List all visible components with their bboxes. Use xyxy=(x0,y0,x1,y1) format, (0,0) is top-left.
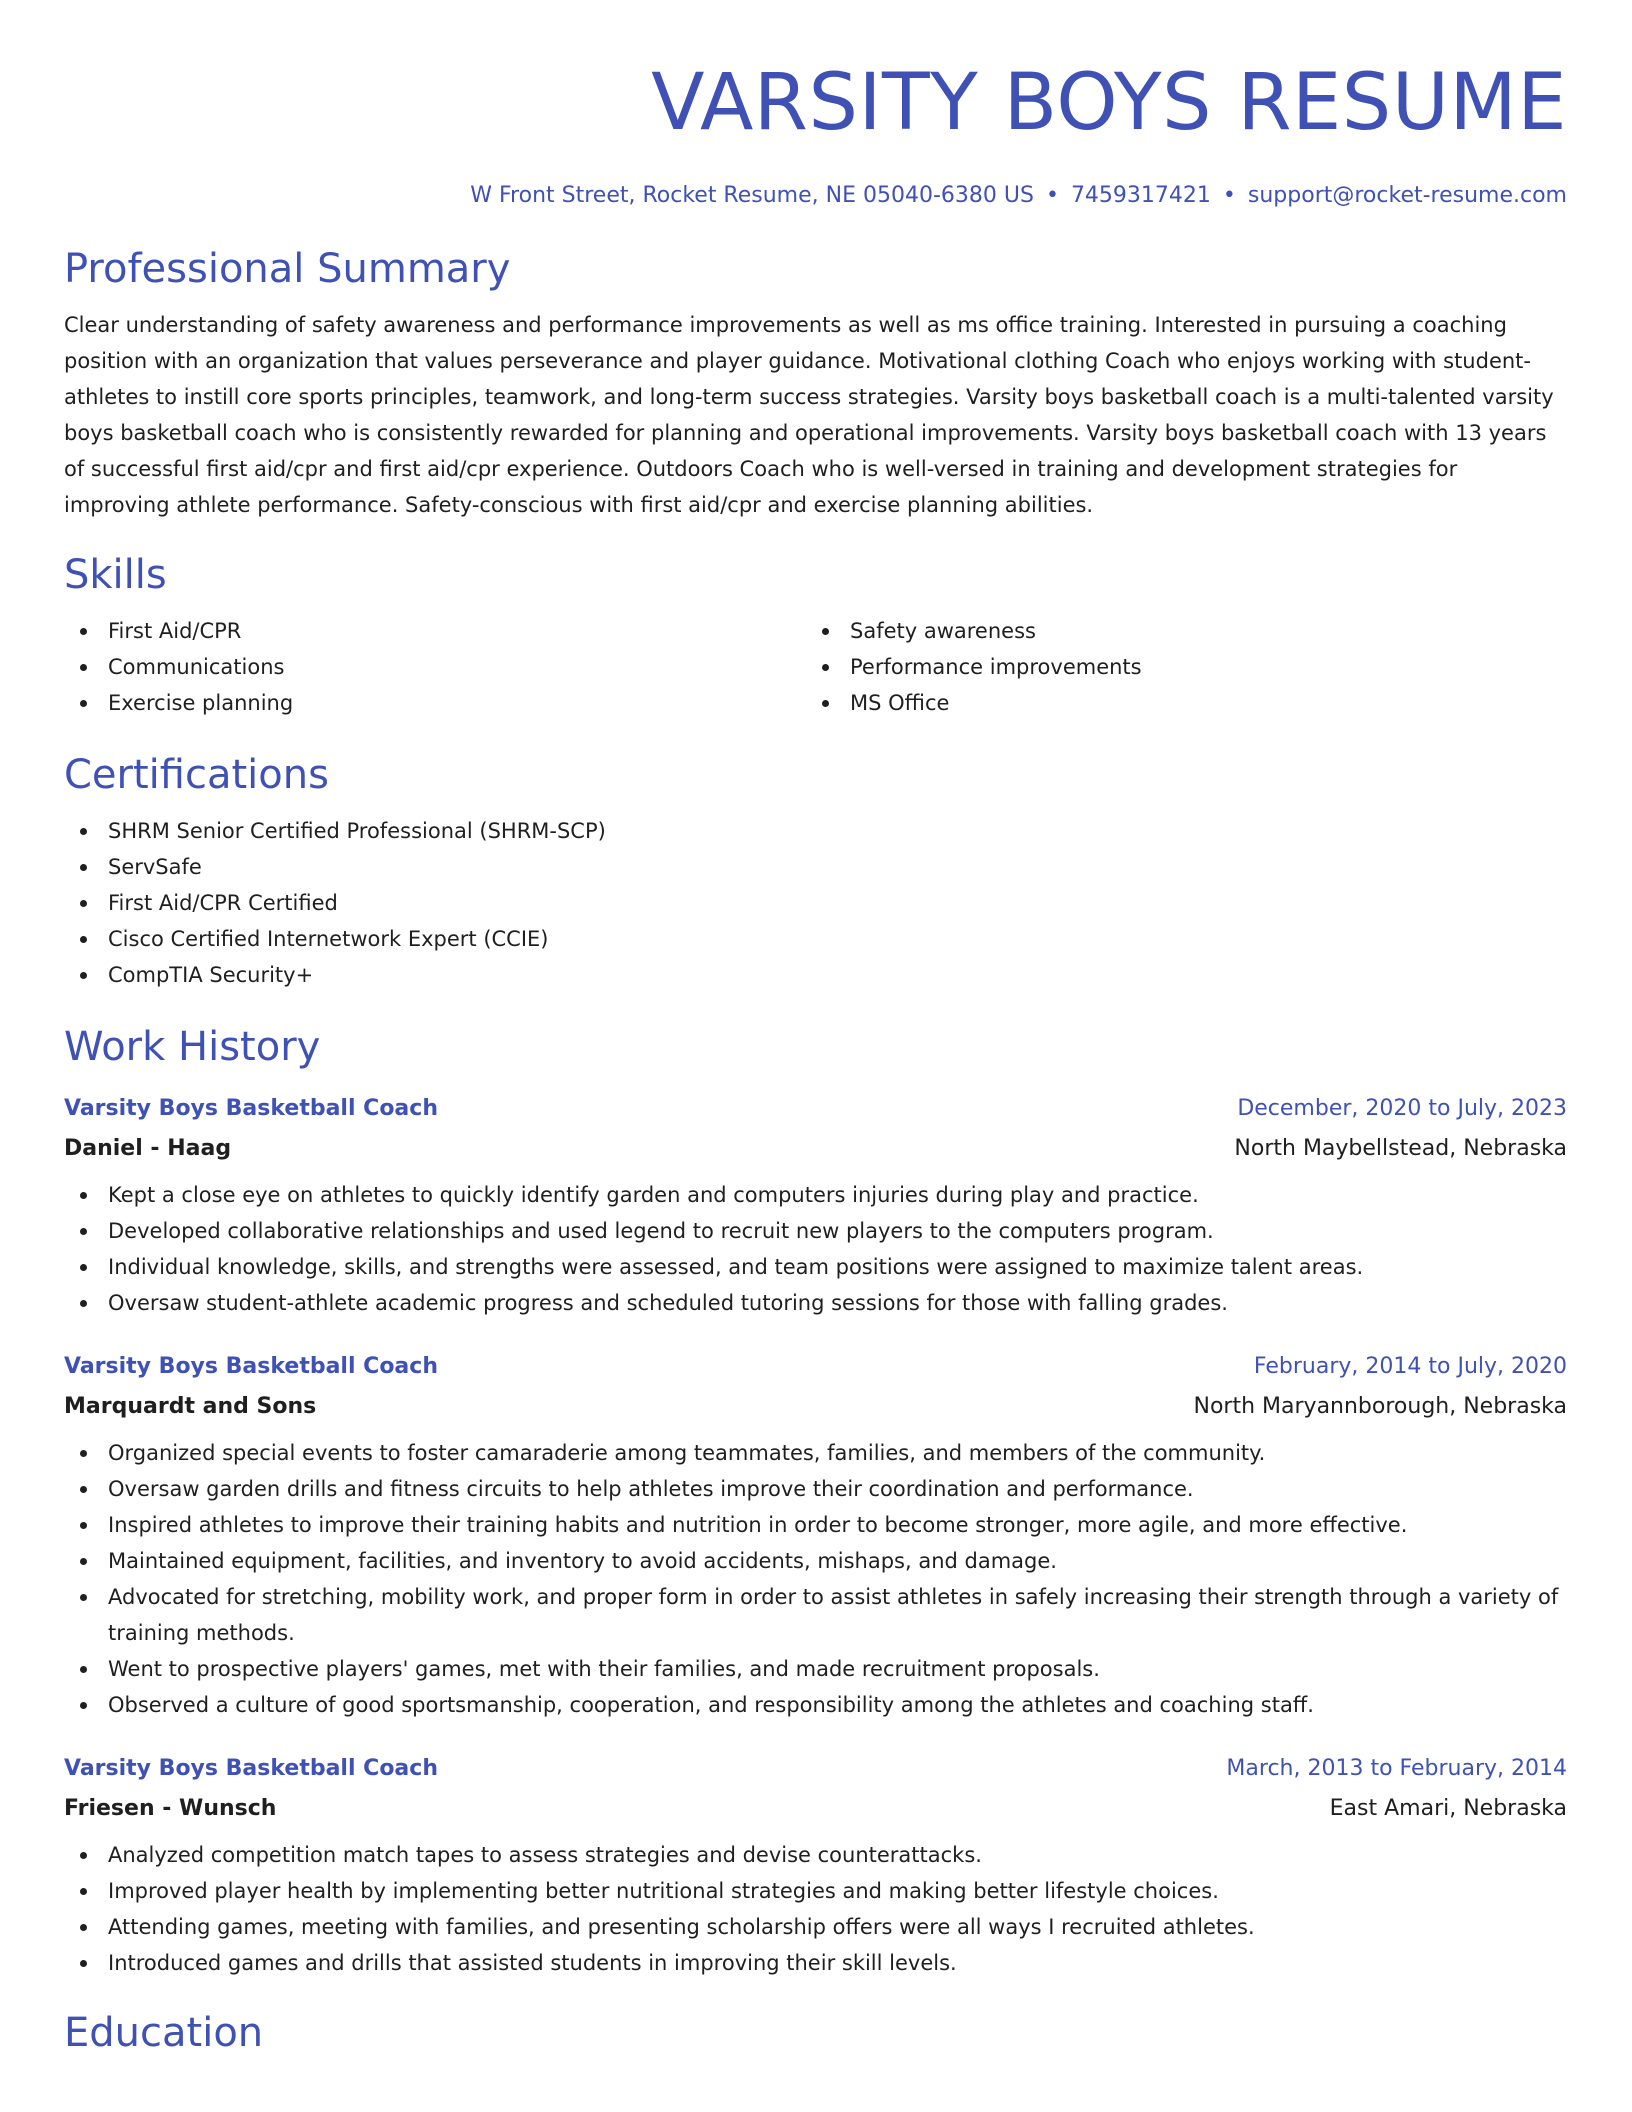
job-entry xyxy=(64,1089,1567,1321)
job-bullet: Organized special events to foster camaraderie among teammates, families, and members of the community. xyxy=(64,1435,1567,1471)
job-title: Varsity Boys Basketball Coach xyxy=(64,1354,438,1379)
job-entry xyxy=(64,1749,1567,1981)
job-dates: December, 2020 to July, 2023 xyxy=(1237,1096,1567,1121)
job-location: North Maryannborough, Nebraska xyxy=(1193,1394,1567,1419)
resume-title: VARSITY BOYS RESUME xyxy=(651,58,1567,148)
skill-item: Communications xyxy=(64,649,806,685)
summary-text: Clear understanding of safety awareness and performance improvements as well as ms office training. Interested in pursuing a coaching position with an organization that values perseverance and player guidance. Motivational clothing Coach who enjoys working with student-athletes to instill core sports principles, teamwork, and long-term success strategies. Varsity boys basketball coach is a multi-talented varsity boys basketball coach who is consistently rewarded for planning and operational improvements. Varsity boys basketball coach with 13 years of successful first aid/cpr and first aid/cpr experience. Outdoors Coach who is well-versed in training and development strategies for improving athlete performance. Safety-conscious with first aid/cpr and exercise planning abilities. xyxy=(64,313,1554,517)
job-bullets xyxy=(64,1837,1567,1981)
skills-heading: Skills xyxy=(64,552,167,598)
resume-page xyxy=(64,52,1567,2057)
job-bullet: Oversaw student-athlete academic progress and scheduled tutoring sessions for those with falling grades. xyxy=(64,1285,1567,1321)
contact-address: W Front Street, Rocket Resume, NE 05040-6380 US xyxy=(470,183,1034,208)
job-bullet: Advocated for stretching, mobility work, and proper form in order to assist athletes in safely increasing their strength through a variety of training methods. xyxy=(64,1579,1567,1651)
job-title: Varsity Boys Basketball Coach xyxy=(64,1096,438,1121)
job-bullet: Attending games, meeting with families, and presenting scholarship offers were all ways I recruited athletes. xyxy=(64,1909,1567,1945)
job-bullet: Improved player health by implementing better nutritional strategies and making better lifestyle choices. xyxy=(64,1873,1567,1909)
job-company-row xyxy=(64,1387,1567,1427)
job-entry xyxy=(64,1347,1567,1723)
job-bullet: Maintained equipment, facilities, and inventory to avoid accidents, mishaps, and damage. xyxy=(64,1543,1567,1579)
job-bullets xyxy=(64,1435,1567,1723)
certification-item: First Aid/CPR Certified xyxy=(64,885,1567,921)
job-location: East Amari, Nebraska xyxy=(1329,1796,1567,1821)
job-company-row xyxy=(64,1789,1567,1829)
skill-item: Safety awareness xyxy=(806,613,1548,649)
job-company-row xyxy=(64,1129,1567,1169)
skills-column-left xyxy=(64,613,806,721)
job-bullet: Analyzed competition match tapes to assess strategies and devise counterattacks. xyxy=(64,1837,1567,1873)
summary-heading: Professional Summary xyxy=(64,246,511,292)
job-bullet: Individual knowledge, skills, and strengths were assessed, and team positions were assigned to maximize talent areas. xyxy=(64,1249,1567,1285)
job-title-row xyxy=(64,1749,1567,1789)
job-dates: February, 2014 to July, 2020 xyxy=(1253,1354,1567,1379)
certification-item: SHRM Senior Certified Professional (SHRM-SCP) xyxy=(64,813,1567,849)
job-company: Daniel - Haag xyxy=(64,1136,232,1161)
job-bullet: Introduced games and drills that assisted students in improving their skill levels. xyxy=(64,1945,1567,1981)
skill-item: Performance improvements xyxy=(806,649,1548,685)
job-title-row xyxy=(64,1347,1567,1387)
skills-list-left xyxy=(64,613,806,721)
job-bullet: Inspired athletes to improve their training habits and nutrition in order to become stronger, more agile, and more effective. xyxy=(64,1507,1567,1543)
job-location: North Maybellstead, Nebraska xyxy=(1234,1136,1567,1161)
education-heading: Education xyxy=(64,2010,264,2056)
job-company: Marquardt and Sons xyxy=(64,1394,317,1419)
contact-email: support@rocket-resume.com xyxy=(1247,183,1567,208)
contact-separator: • xyxy=(1222,183,1236,208)
skill-item: MS Office xyxy=(806,685,1548,721)
skills-list-right xyxy=(806,613,1548,721)
contact-line xyxy=(64,181,1567,211)
job-company: Friesen - Wunsch xyxy=(64,1796,277,1821)
job-title: Varsity Boys Basketball Coach xyxy=(64,1756,438,1781)
skills-column-right xyxy=(806,613,1548,721)
job-bullets xyxy=(64,1177,1567,1321)
job-bullet: Oversaw garden drills and fitness circuits to help athletes improve their coordination and performance. xyxy=(64,1471,1567,1507)
skill-item: First Aid/CPR xyxy=(64,613,806,649)
skill-item: Exercise planning xyxy=(64,685,806,721)
certification-item: Cisco Certified Internetwork Expert (CCIE) xyxy=(64,921,1567,957)
certification-item: ServSafe xyxy=(64,849,1567,885)
certifications-heading: Certifications xyxy=(64,752,329,798)
certification-item: CompTIA Security+ xyxy=(64,957,1567,993)
job-dates: March, 2013 to February, 2014 xyxy=(1226,1756,1567,1781)
job-bullet: Kept a close eye on athletes to quickly identify garden and computers injuries during play and practice. xyxy=(64,1177,1567,1213)
contact-separator: • xyxy=(1045,183,1059,208)
work-history-heading: Work History xyxy=(64,1024,321,1070)
job-bullet: Developed collaborative relationships and used legend to recruit new players to the computers program. xyxy=(64,1213,1567,1249)
contact-phone: 7459317421 xyxy=(1070,183,1211,208)
job-title-row xyxy=(64,1089,1567,1129)
job-bullet: Went to prospective players' games, met with their families, and made recruitment proposals. xyxy=(64,1651,1567,1687)
certifications-list xyxy=(64,813,1567,993)
job-bullet: Observed a culture of good sportsmanship, cooperation, and responsibility among the athletes and coaching staff. xyxy=(64,1687,1567,1723)
skills-columns xyxy=(64,613,1567,721)
